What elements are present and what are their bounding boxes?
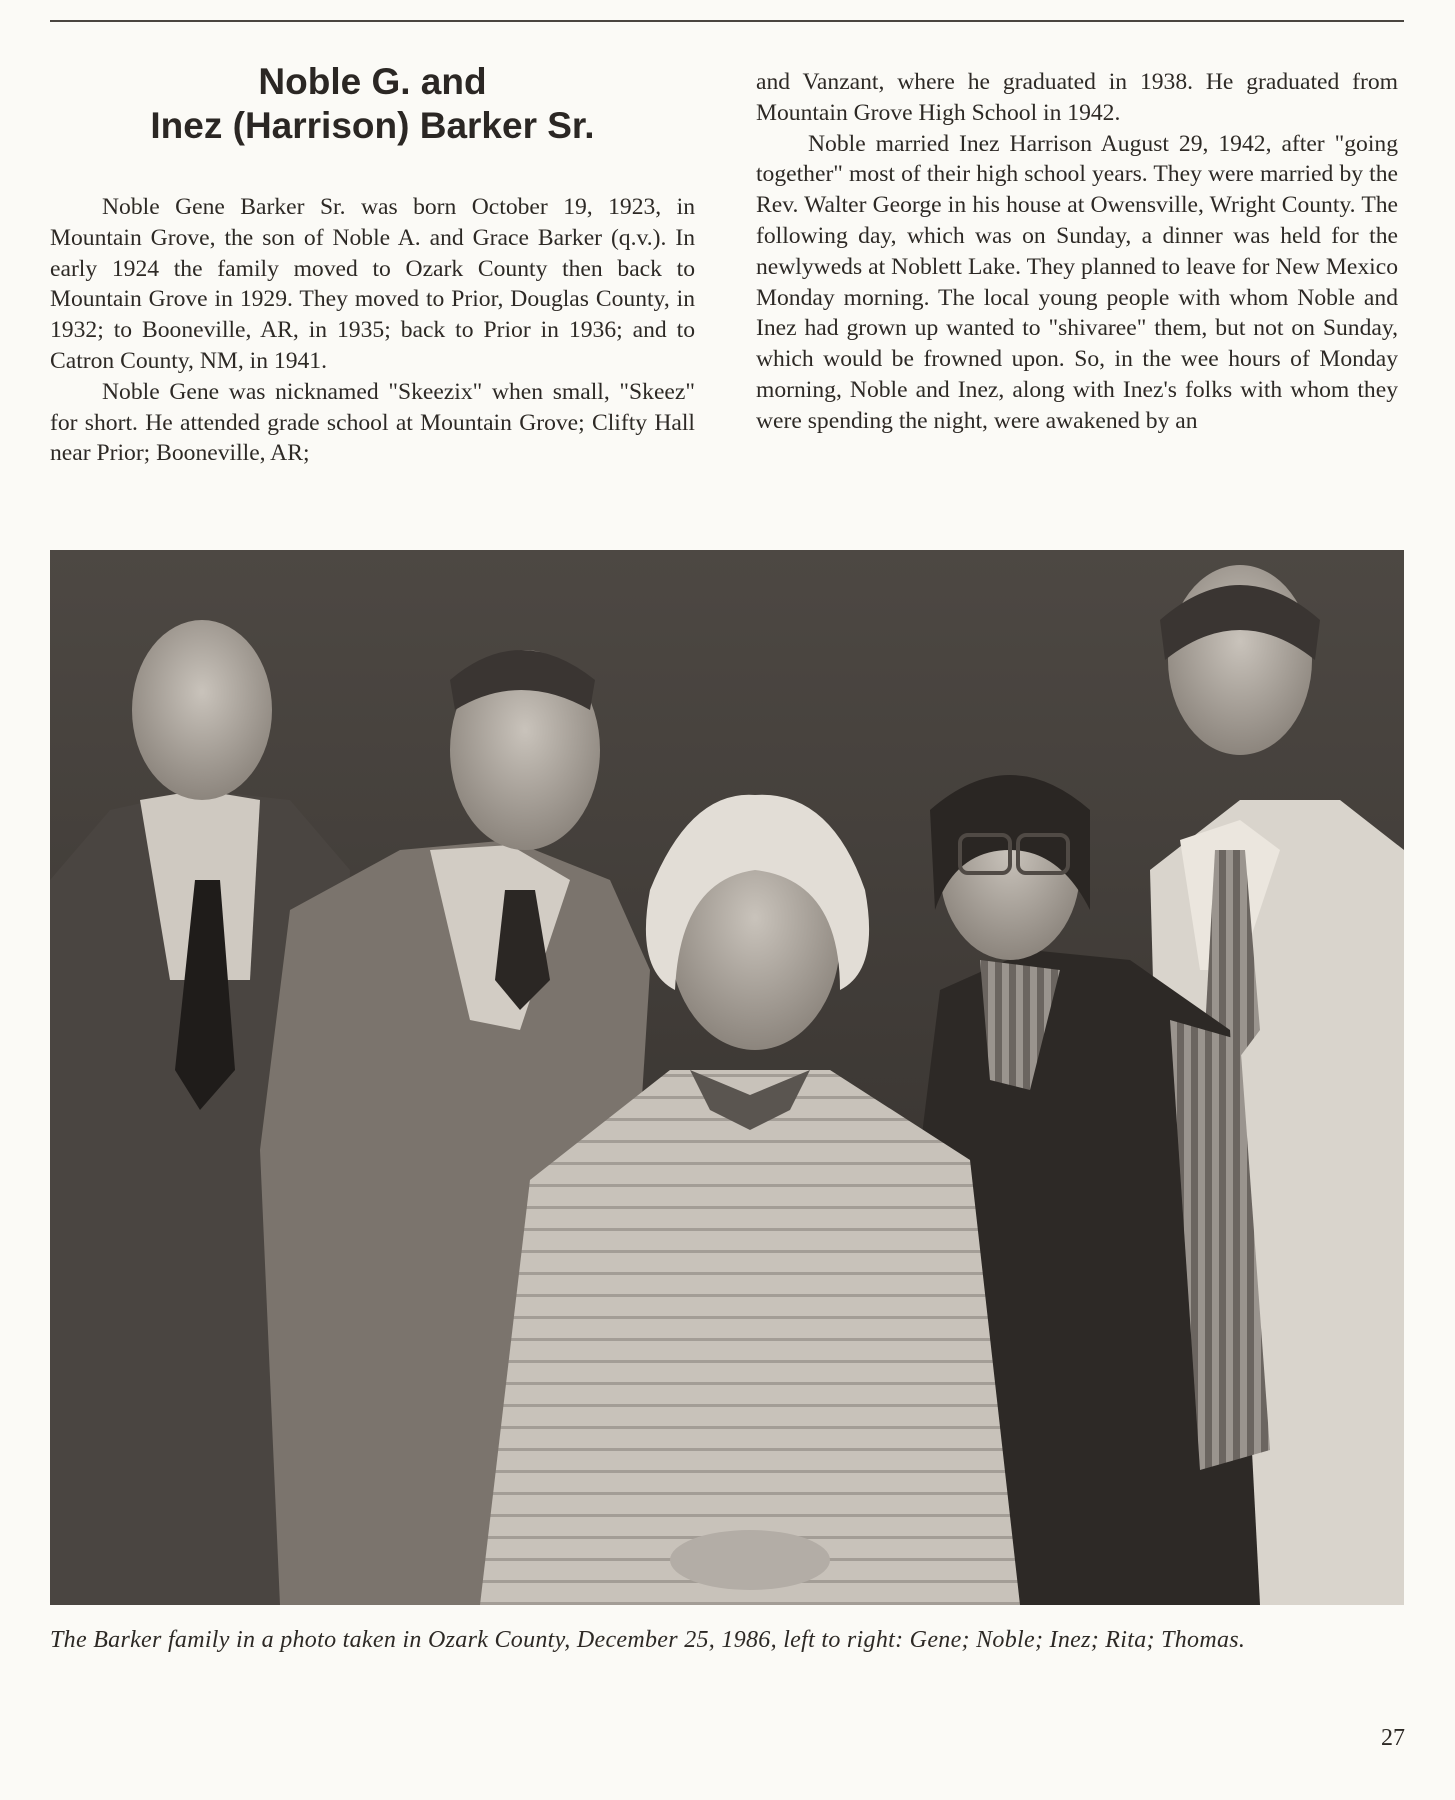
title-line-2: Inez (Harrison) Barker Sr. [150, 105, 595, 146]
top-rule [50, 20, 1404, 22]
title-line-1: Noble G. and [258, 61, 487, 102]
family-photo [50, 550, 1404, 1605]
page-number: 27 [1381, 1725, 1405, 1751]
left-paragraph-2: Noble Gene was nicknamed "Skeezix" when small, "Skeez" for short. He attended grade school at Mountain Grove; Clifty Hall near Prior; Booneville, AR; [50, 378, 695, 467]
left-paragraph-1: Noble Gene Barker Sr. was born October 19, 1923, in Mountain Grove, the son of Noble A. and Grace Barker (q.v.). In early 1924 the family moved to Ozark County then back to Mountain Grove in 1929. They moved to Prior, Douglas County, in 1932; to Booneville, AR, in 1935; back to Prior in 1936; and to Catron County, NM, in 1941. [50, 194, 695, 374]
right-paragraph-1: and Vanzant, where he graduated in 1938. He graduated from Mountain Grove High School in 1942. [756, 69, 1398, 126]
photo-caption: The Barker family in a photo taken in Ozark County, December 25, 1986, left to right: Gene; Noble; Inez; Rita; Thomas. [50, 1627, 1246, 1653]
right-column [756, 67, 1398, 437]
right-paragraph-2: Noble married Inez Harrison August 29, 1942, after "going together" most of their high school years. They were married by the Rev. Walter George in his house at Owensville, Wright County. The following day, which was on Sunday, a dinner was held for the newlyweds at Noblett Lake. They planned to leave for New Mexico Monday morning. The local young people with whom Noble and Inez had grown up wanted to "shivaree" them, but not on Sunday, which would be frowned upon. So, in the wee hours of Monday morning, Noble and Inez, along with Inez's folks with whom they were spending the night, were awakened by an [756, 130, 1398, 434]
left-column [50, 192, 695, 469]
article-title [50, 60, 695, 148]
